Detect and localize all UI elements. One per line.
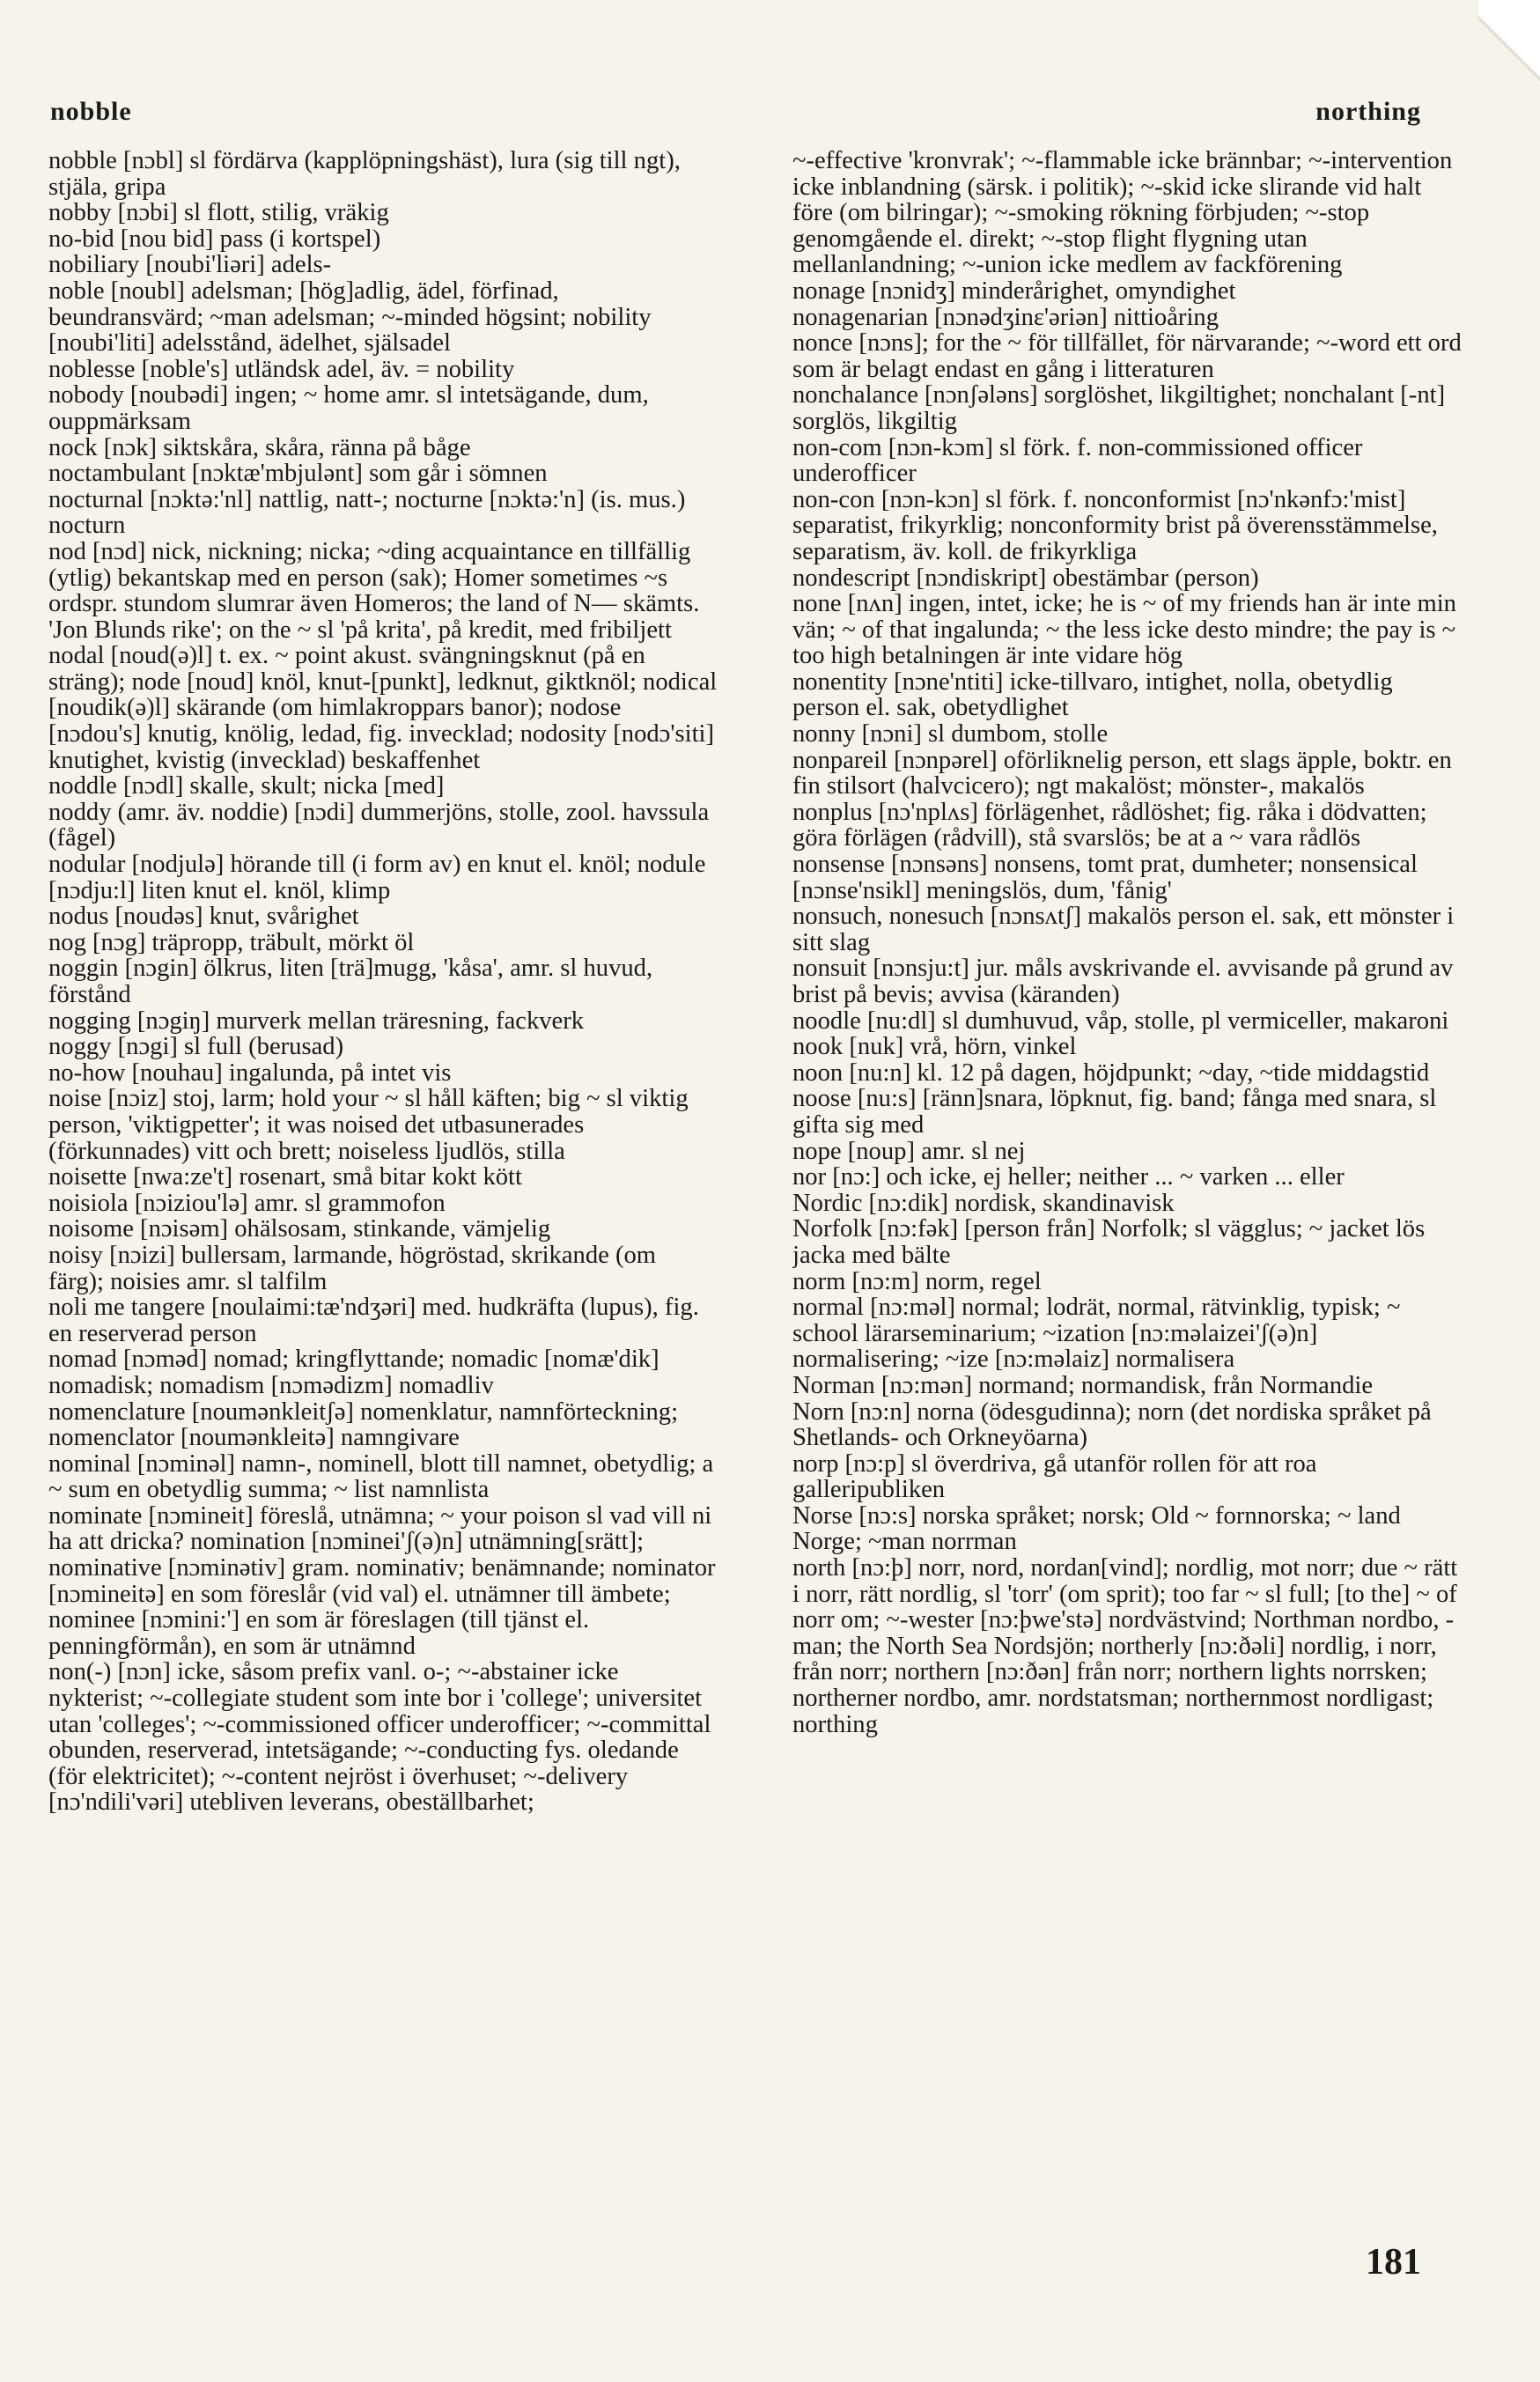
entry: nonce [nɔns]; for the ~ för tillfället, för närvarande; ~-word ett ord som är belagt endast en gång i litteraturen (792, 329, 1462, 383)
entry: noble [noubl] adelsman; [hög]adlig, ädel, förfinad, beundransvärd; ~man adelsman; ~-minded högsint; nobility [noubi'liti] adelsstånd, ädelhet, själsadel (48, 277, 652, 358)
entry: nomenclature [noumənkleitʃə] nomenklatur, namnförteckning; nomenclator [noumənkleitə] namngivare (48, 1397, 679, 1452)
entry: nobiliary [noubi'liəri] adels- (48, 251, 332, 279)
column-left (48, 148, 718, 2279)
entry: nog [nɔg] träpropp, träbult, mörkt öl (48, 928, 415, 956)
entry: Norfolk [nɔ:fək] [person från] Norfolk; sl vägglus; ~ jacket lös jacka med bälte (792, 1215, 1426, 1269)
entry: nonny [nɔni] sl dumbom, stolle (792, 720, 1109, 749)
entry: non-com [nɔn-kɔm] sl förk. f. non-commissioned officer underofficer (792, 433, 1363, 488)
entry: nobody [noubədi] ingen; ~ home amr. sl intetsägande, dum, ouppmärksam (48, 381, 649, 435)
entry: nonentity [nɔne'ntiti] icke-tillvaro, intighet, nolla, obetydlig person el. sak, obetydlighet (792, 667, 1393, 722)
entry: noggin [nɔgin] ölkrus, liten [trä]mugg, 'kåsa', amr. sl huvud, förstånd (48, 955, 653, 1008)
entry: north [nɔ:þ] norr, nord, nordan[vind]; nordlig, mot norr; due ~ rätt i norr, rätt nordlig, sl 'torr' (om sprit); too far ~ sl full; [to the] ~ of norr om; ~-wester [nɔ:þwe'stə] nordvästvind; Northman nordbo, -man; the North Sea Nordsjön; northerly [nɔ:ðəli] nordlig, i norr, från norr; northern [nɔ:ðən] från norr; northern lights norrsken; northerner nordbo, amr. nordstatsman; northernmost nordligast; northing (792, 1554, 1458, 1738)
entry: nonage [nɔnidʒ] minderårighet, omyndighet (792, 277, 1236, 305)
entry: normal [nɔ:məl] normal; lodrät, normal, rätvinklig, typisk; ~ school lärarseminarium; ~ization [nɔ:məlaizei'ʃ(ə)n] normalisering; ~ize [nɔ:məlaiz] normalisera (792, 1294, 1401, 1374)
entry: noddle [nɔdl] skalle, skult; nicka [med] (48, 772, 445, 800)
entry: noisome [nɔisəm] ohälsosam, stinkande, vämjelig (48, 1215, 551, 1243)
entry: nodular [nodjulə] hörande till (i form av) en knut el. knöl; nodule [nɔdju:l] liten knut el. knöl, klimp (48, 851, 706, 904)
entry: Norman [nɔ:mən] normand; normandisk, från Normandie (792, 1371, 1374, 1399)
entry: nocturnal [nɔktə:'nl] nattlig, natt-; nocturne [nɔktə:'n] (is. mus.) nocturn (48, 485, 686, 540)
entry: noisiola [nɔiziou'lə] amr. sl grammofon (48, 1189, 446, 1217)
entry: nogging [nɔgiŋ] murverk mellan träresning, fackverk (48, 1007, 585, 1035)
entry: noise [nɔiz] stoj, larm; hold your ~ sl håll käften; big ~ sl viktig person, 'viktigpetter'; it was noised det utbasunerades (förkunnades) vitt och brett; noiseless ljudlös, stilla (48, 1085, 689, 1165)
page-number: 181 (1366, 2242, 1421, 2282)
entry: norp [nɔ:p] sl överdriva, gå utanför rollen för att roa galleripubliken (792, 1449, 1317, 1504)
running-head-left: nobble (50, 97, 132, 126)
entry: nondescript [nɔndiskript] obestämbar (person) (792, 564, 1259, 592)
entry: nook [nuk] vrå, hörn, vinkel (792, 1033, 1077, 1061)
entry: nonplus [nɔ'nplʌs] förlägenhet, rådlöshet; fig. råka i dödvatten; göra förlägen (rådvill), stå svarslös; be at a ~ vara rådlös (792, 798, 1427, 852)
entry: nonagenarian [nɔnədʒinɛ'əriən] nittioåring (792, 303, 1219, 331)
entry: nonchalance [nɔnʃələns] sorglöshet, likgiltighet; nonchalant [-nt] sorglös, likgiltig (792, 381, 1446, 435)
entry: nonsense [nɔnsəns] nonsens, tomt prat, dumheter; nonsensical [nɔnse'nsikl] meningslös, dum, 'fånig' (792, 851, 1418, 904)
column-right (792, 148, 1462, 2279)
entry: nonpareil [nɔnpərel] oförliknelig person, ett slags äpple, boktr. en fin stilsort (halvcicero); ngt makalöst; mönster-, makalös (792, 746, 1452, 800)
entry: ~-effective 'kronvrak'; ~-flammable icke brännbar; ~-intervention icke inblandning (särsk. i politik); ~-skid icke slirande vid halt före (om bilringar); ~-smoking rökning förbjuden; ~-stop genomgående el. direkt; ~-stop flight flygning utan mellanlandning; ~-union icke medlem av fackförening (792, 148, 1453, 279)
entry: nor [nɔ:] och icke, ej heller; neither ... ~ varken ... eller (792, 1163, 1345, 1191)
entry: Norn [nɔ:n] norna (ödesgudinna); norn (det nordiska språket på Shetlands- och Orkneyöarna) (792, 1397, 1432, 1452)
entry: nobble [nɔbl] sl fördärva (kapplöpningshäst), lura (sig till ngt), stjäla, gripa (48, 148, 681, 201)
entry: nobby [nɔbi] sl flott, stilig, vräkig (48, 199, 389, 227)
entry: noisy [nɔizi] bullersam, larmande, högröstad, skrikande (om färg); noisies amr. sl talfilm (48, 1241, 657, 1295)
entry: Norse [nɔ:s] norska språket; norsk; Old ~ fornnorska; ~ land Norge; ~man norrman (792, 1501, 1401, 1556)
entry: noblesse [noble's] utländsk adel, äv. = nobility (48, 355, 515, 383)
entry: nope [noup] amr. sl nej (792, 1137, 1026, 1165)
entry: noon [nu:n] kl. 12 på dagen, höjdpunkt; ~day, ~tide middagstid (792, 1058, 1430, 1087)
entry: noggy [nɔgi] sl full (berusad) (48, 1033, 344, 1061)
entry: non(-) [nɔn] icke, såsom prefix vanl. o-; ~-abstainer icke nykterist; ~-collegiate student som inte bor i 'college'; universitet utan 'colleges'; ~-commissioned officer underofficer; ~-committal obunden, reserverad, intetsägande; ~-conducting fys. oledande (för elektricitet); ~-content nejröst i överhuset; ~-delivery [nɔ'ndili'vəri] utebliven leverans, obeställbarhet; (48, 1658, 711, 1817)
entry: no-bid [nou bid] pass (i kortspel) (48, 225, 381, 253)
entry: nock [nɔk] siktskåra, skåra, ränna på båge (48, 433, 471, 461)
entry: nominate [nɔmineit] föreslå, utnämna; ~ your poison sl vad vill ni ha att dricka? nomination [nɔminei'ʃ(ə)n] utnämning[srätt]; nominative [nɔminətiv] gram. nominativ; benämnande; nominator [nɔmineitə] en som föreslår (vid val) el. utnämner till ämbete; nominee [nɔmini:'] en som är föreslagen (till tjänst el. penningförmån), en som är utnämnd (48, 1501, 716, 1660)
entry: nodus [noudəs] knut, svårighet (48, 903, 359, 931)
entry: noodle [nu:dl] sl dumhuvud, våp, stolle, pl vermiceller, makaroni (792, 1007, 1449, 1035)
entry: noctambulant [nɔktæ'mbjulənt] som går i sömnen (48, 460, 548, 488)
entry: nonsuch, nonesuch [nɔnsʌtʃ] makalös person el. sak, ett mönster i sitt slag (792, 903, 1455, 956)
running-head-right: northing (1315, 97, 1421, 126)
entry: nodal [noud(ə)l] t. ex. ~ point akust. svängningsknut (på en sträng); node [noud] knöl, knut-[punkt], ledknut, giktknöl; nodical [noudik(ə)l] skärande (om himlakroppars banor); nodose [nɔdou's] knutig, knölig, ledad, fig. invecklad; nodosity [nodɔ'siti] knutighet, kvistig (invecklad) beskaffenhet (48, 642, 718, 774)
entry: none [nʌn] ingen, intet, icke; he is ~ of my friends han är inte min vän; ~ of that ingalunda; ~ the less icke desto mindre; the pay is ~ too high betalningen är inte vidare hög (792, 590, 1456, 670)
entry: non-con [nɔn-kɔn] sl förk. f. nonconformist [nɔ'nkənfɔ:'mist] separatist, frikyrklig; nonconformity brist på överensstämmelse, separatism, äv. koll. de frikyrkliga (792, 485, 1438, 565)
entry: noddy (amr. äv. noddie) [nɔdi] dummerjöns, stolle, zool. havssula (fågel) (48, 798, 710, 852)
entry: Nordic [nɔ:dik] nordisk, skandinavisk (792, 1189, 1175, 1217)
entry: noose [nu:s] [ränn]snara, löpknut, fig. band; fånga med snara, sl gifta sig med (792, 1085, 1437, 1139)
page-corner-fold (1478, 0, 1540, 97)
entry: no-how [nouhau] ingalunda, på intet vis (48, 1058, 452, 1087)
entry: nod [nɔd] nick, nickning; nicka; ~ding acquaintance en tillfällig (ytlig) bekantskap med en person (sak); Homer sometimes ~s ordspr. stundom slumrar även Homeros; the land of N— skämts. 'Jon Blunds rike'; on the ~ sl 'på krita', på kredit, med fribiljett (48, 537, 700, 644)
entry: noli me tangere [noulaimi:tæ'ndʒəri] med. hudkräfta (lupus), fig. en reserverad person (48, 1294, 699, 1347)
entry: nominal [nɔminəl] namn-, nominell, blott till namnet, obetydlig; a ~ sum en obetydlig summa; ~ list namnlista (48, 1449, 714, 1504)
entry: norm [nɔ:m] norm, regel (792, 1267, 1042, 1295)
entry: nomad [nɔməd] nomad; kringflyttande; nomadic [nomæ'dik] nomadisk; nomadism [nɔmədizm] nomadliv (48, 1346, 659, 1399)
entry: nonsuit [nɔnsju:t] jur. måls avskrivande el. avvisande på grund av brist på bevis; avvisa (käranden) (792, 955, 1454, 1008)
entry: noisette [nwa:ze't] rosenart, små bitar kokt kött (48, 1163, 522, 1191)
